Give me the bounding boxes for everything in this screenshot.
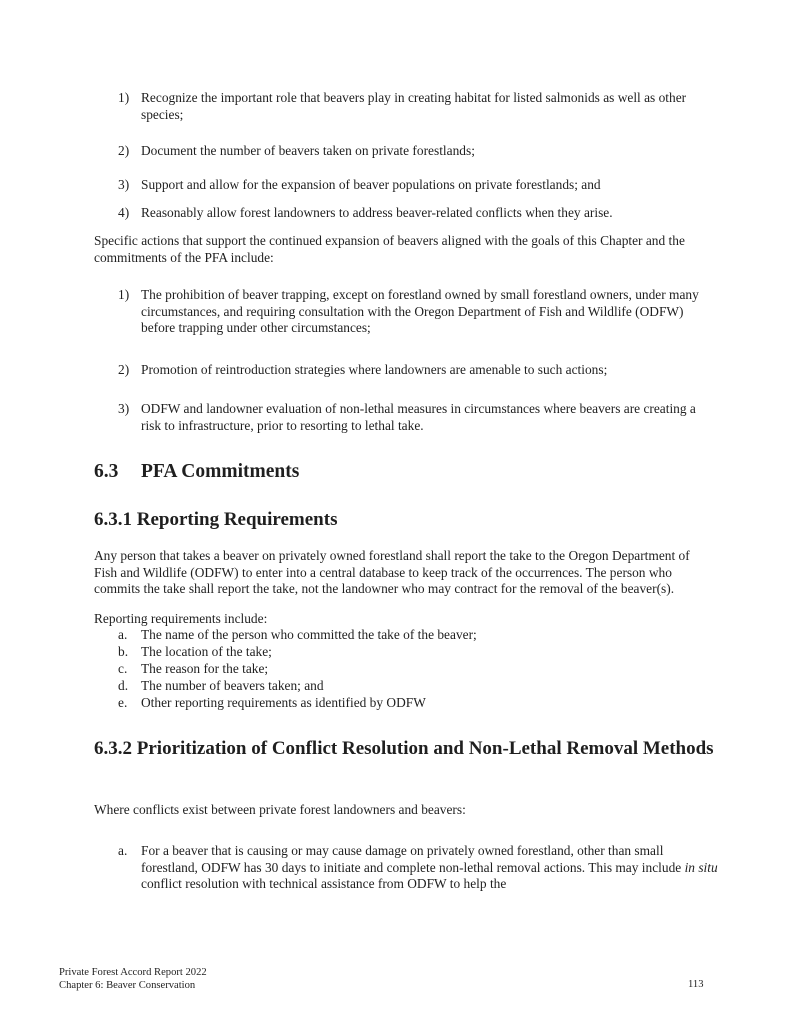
list-text: The location of the take;: [141, 644, 272, 659]
list-text: The reason for the take;: [141, 661, 269, 676]
list-text: Promotion of reintroduction strategies where landowners are amenable to such actions;: [141, 362, 608, 377]
section-heading: [94, 461, 299, 483]
list-letter: e.: [118, 695, 128, 710]
actions-intro-paragraph: Specific actions that support the continued expansion of beavers aligned with the goals of this Chapter and the commitments of the PFA include:: [94, 233, 685, 265]
section-title: PFA Commitments: [141, 461, 300, 482]
list-number: 3): [118, 177, 130, 192]
subsection-heading: 6.3.2 Prioritization of Conflict Resolution and Non-Lethal Removal Methods: [94, 738, 714, 759]
list-number: 3): [118, 401, 130, 416]
list-text: Recognize the important role that beavers play in creating habitat for listed salmonids as well as other species;: [141, 90, 687, 122]
conflict-intro: Where conflicts exist between private forest landowners and beavers:: [94, 802, 466, 817]
list-number: 2): [118, 362, 130, 377]
footer-report-title: Private Forest Accord Report 2022: [59, 967, 207, 978]
list-letter: d.: [118, 678, 129, 693]
list-number: 2): [118, 143, 130, 158]
reporting-list-intro: Reporting requirements include:: [94, 611, 268, 626]
list-text: Other reporting requirements as identified by ODFW: [141, 695, 426, 710]
list-number: 1): [118, 90, 130, 105]
list-text: For a beaver that is causing or may cause damage on privately owned forestland, other than small forestland, ODFW has 30 days to initiate and complete non-lethal removal actions. This may include in situ conflict resolution with technical assistance from ODFW to help the: [141, 843, 718, 891]
list-letter: b.: [118, 644, 129, 659]
subsection-heading: 6.3.1 Reporting Requirements: [94, 509, 338, 530]
list-text: Support and allow for the expansion of beaver populations on private forestlands; and: [141, 177, 601, 192]
list-letter: a.: [118, 843, 128, 858]
list-text: The prohibition of beaver trapping, except on forestland owned by small forestland owners, under many circumstances, and requiring consultation with the Oregon Department of Fish and Wildlife (ODFW) before trapping under other circumstances;: [141, 287, 699, 335]
list-text: ODFW and landowner evaluation of non-lethal measures in circumstances where beavers are creating a risk to infrastructure, prior to resorting to lethal take.: [141, 401, 696, 433]
list-text: Document the number of beavers taken on private forestlands;: [141, 143, 475, 158]
page-number: 113: [688, 979, 704, 990]
reporting-paragraph: Any person that takes a beaver on privately owned forestland shall report the take to the Oregon Department of Fish and Wildlife (ODFW) to enter into a central database to keep track of the occurrences. The person who commits the take shall report the take, not the landowner who may contract for the removal of the beaver(s).: [94, 548, 690, 596]
italic-term: in situ: [684, 859, 718, 875]
list-number: 1): [118, 287, 130, 302]
footer-chapter: Chapter 6: Beaver Conservation: [59, 980, 196, 991]
list-text: Reasonably allow forest landowners to address beaver-related conflicts when they arise.: [141, 205, 613, 220]
list-letter: c.: [118, 661, 128, 676]
list-letter: a.: [118, 627, 128, 642]
section-number: 6.3: [94, 461, 119, 482]
footer: [59, 966, 207, 992]
list-text: The number of beavers taken; and: [141, 678, 324, 693]
list-number: 4): [118, 205, 130, 220]
list-text: The name of the person who committed the take of the beaver;: [141, 627, 477, 642]
